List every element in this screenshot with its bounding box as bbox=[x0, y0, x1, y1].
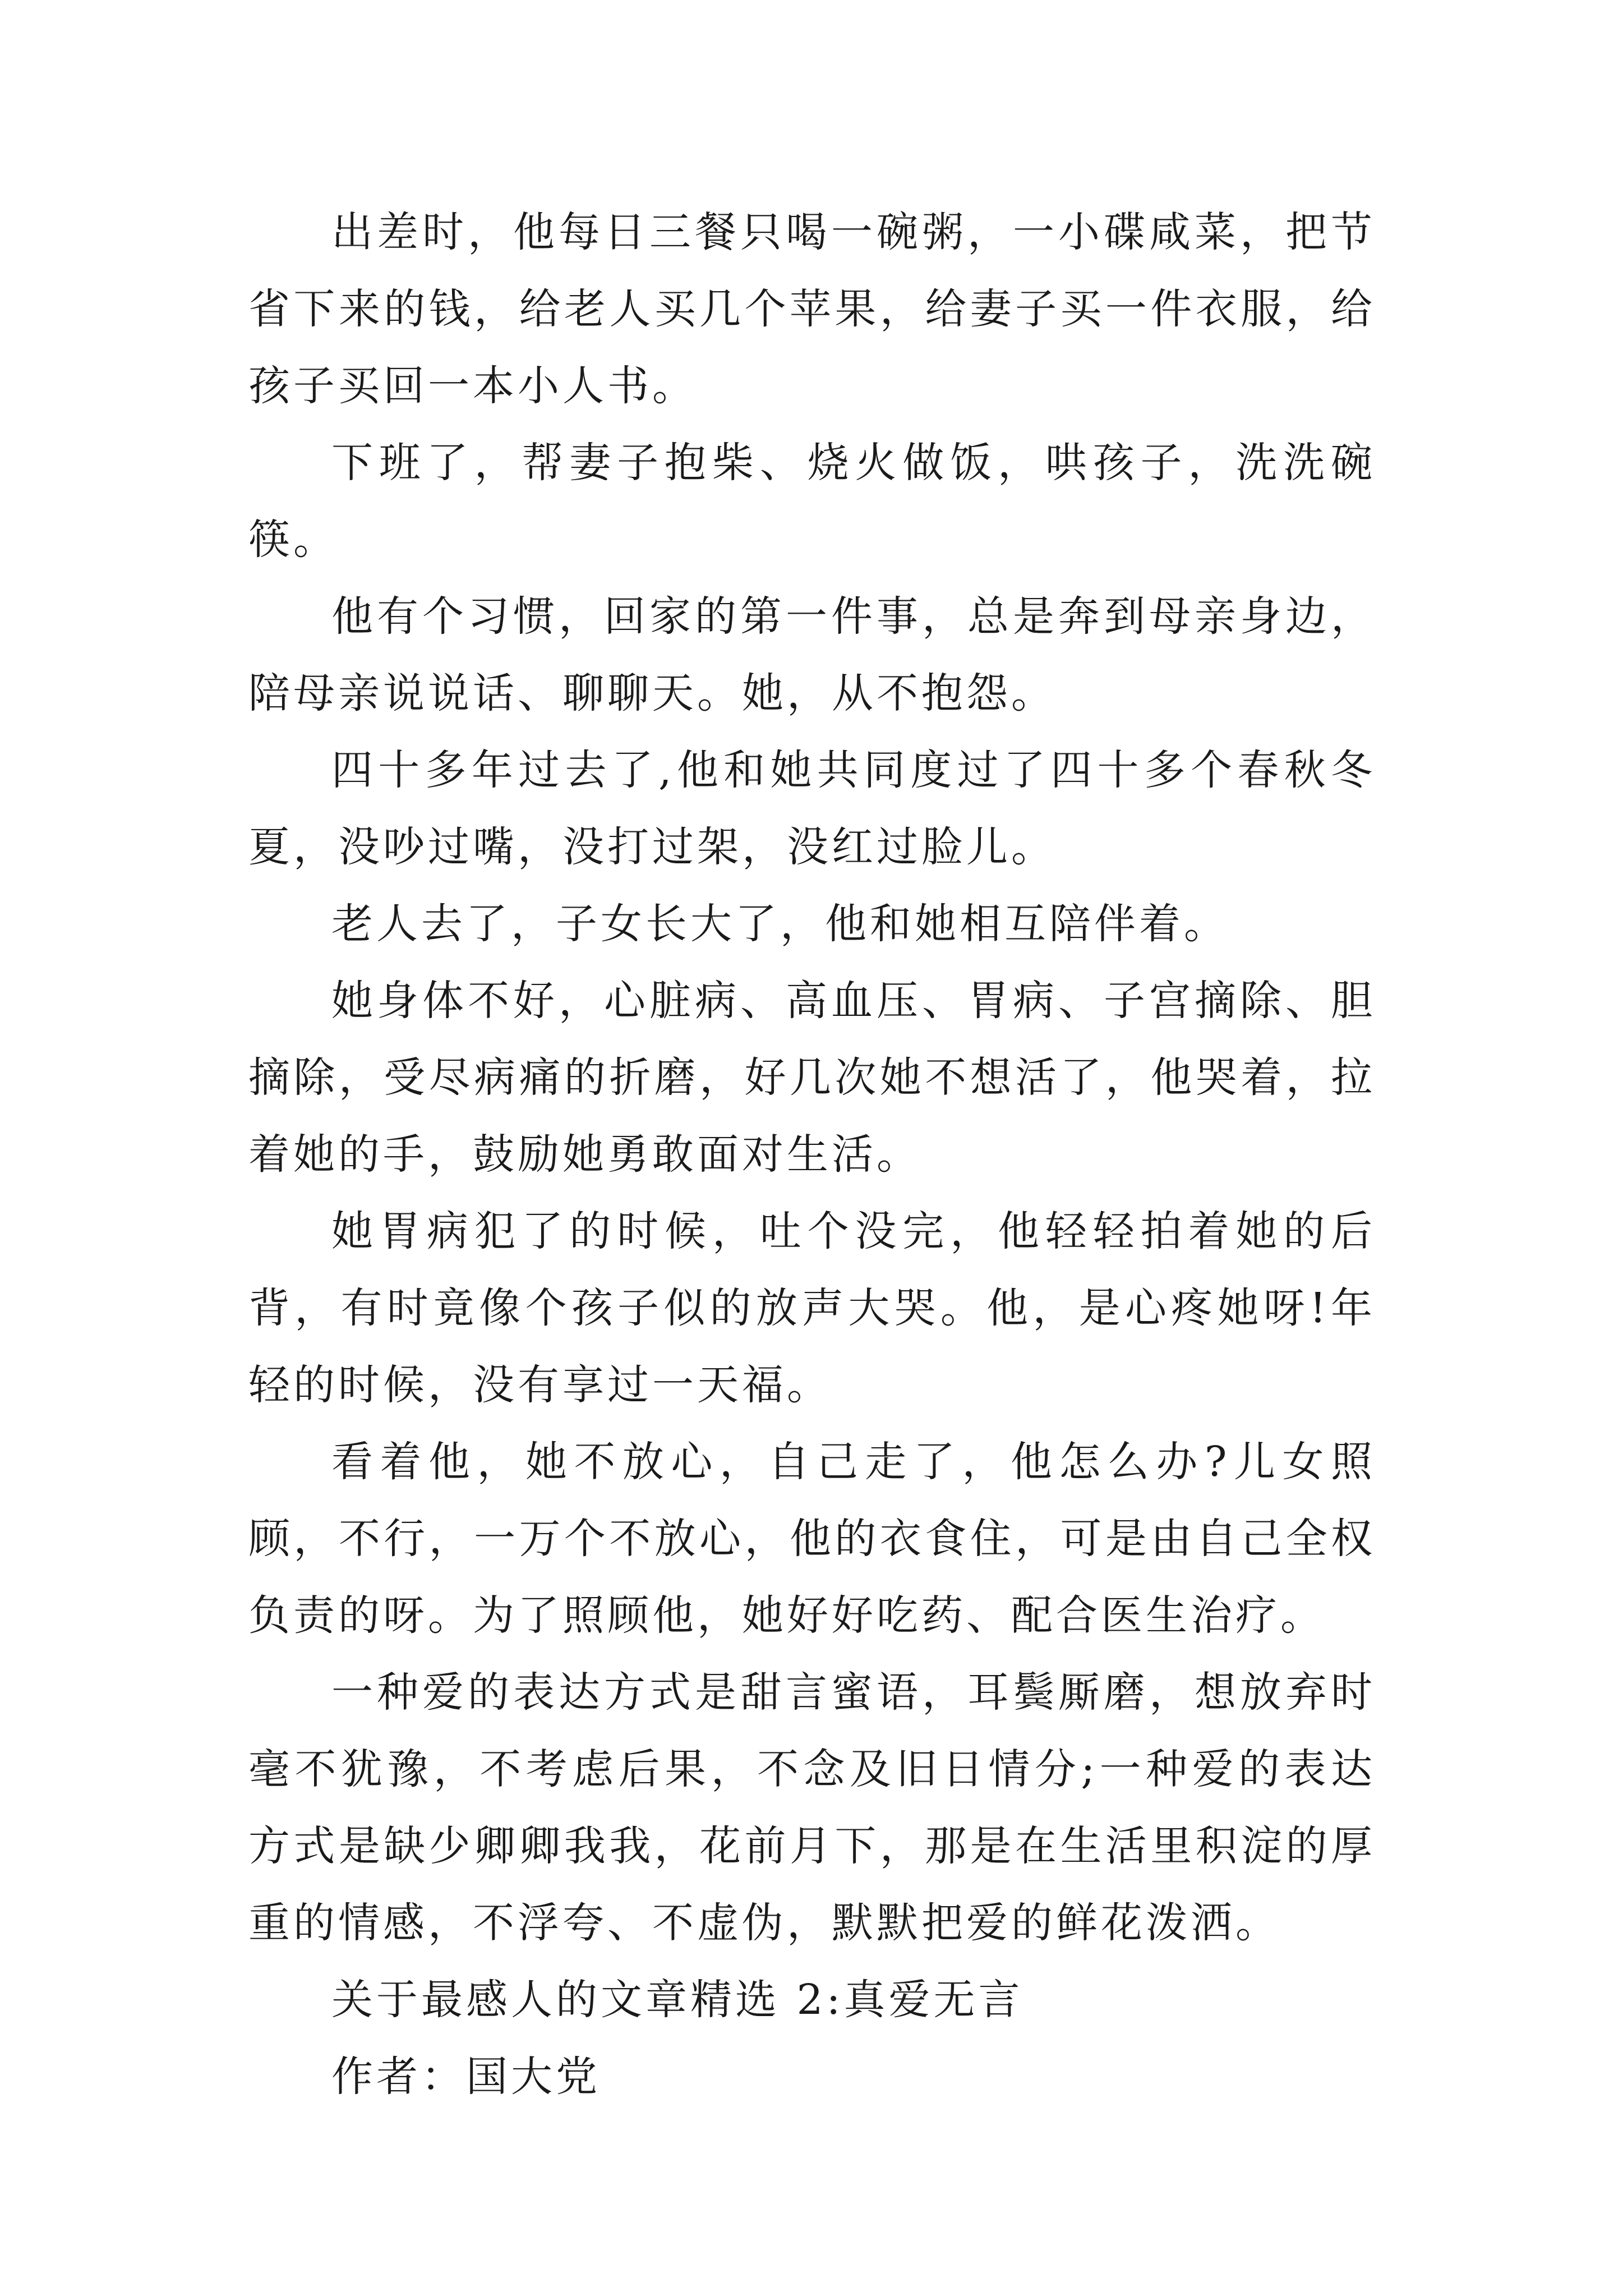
paragraph: 她胃病犯了的时候，吐个没完，他轻轻拍着她的后背，有时竟像个孩子似的放声大哭。他，是心疼她呀!年轻的时候，没有享过一天福。 bbox=[248, 1207, 1376, 1409]
paragraph: 看着他，她不放心，自己走了，他怎么办?儿女照顾，不行，一万个不放心，他的衣食住，可是由自己全权负责的呀。为了照顾他，她好好吃药、配合医生治疗。 bbox=[248, 1438, 1376, 1640]
article-body bbox=[248, 194, 1376, 2115]
paragraph: 四十多年过去了,他和她共同度过了四十多个春秋冬夏，没吵过嘴，没打过架，没红过脸儿。 bbox=[248, 746, 1376, 871]
paragraph: 他有个习惯，回家的第一件事，总是奔到母亲身边，陪母亲说说话、聊聊天。她，从不抱怨。 bbox=[248, 592, 1376, 717]
paragraph: 她身体不好，心脏病、高血压、胃病、子宫摘除、胆摘除，受尽病痛的折磨，好几次她不想活了，他哭着，拉着她的手，鼓励她勇敢面对生活。 bbox=[248, 977, 1376, 1179]
section-heading: 关于最感人的文章精选 2:真爱无言 bbox=[331, 1976, 1023, 2024]
paragraph: 出差时，他每日三餐只喝一碗粥，一小碟咸菜，把节省下来的钱，给老人买几个苹果，给妻子买一件衣服，给孩子买回一本小人书。 bbox=[248, 208, 1376, 410]
author-line: 作者：国大党 bbox=[331, 2053, 601, 2101]
paragraph: 一种爱的表达方式是甜言蜜语，耳鬓厮磨，想放弃时毫不犹豫，不考虑后果，不念及旧日情分;一种爱的表达方式是缺少卿卿我我，花前月下，那是在生活里积淀的厚重的情感，不浮夸、不虚伪，默默把爱的鲜花泼洒。 bbox=[248, 1668, 1376, 1947]
paragraph: 下班了，帮妻子抱柴、烧火做饭，哄孩子，洗洗碗筷。 bbox=[248, 439, 1376, 564]
paragraph: 老人去了，子女长大了，他和她相互陪伴着。 bbox=[331, 900, 1229, 948]
